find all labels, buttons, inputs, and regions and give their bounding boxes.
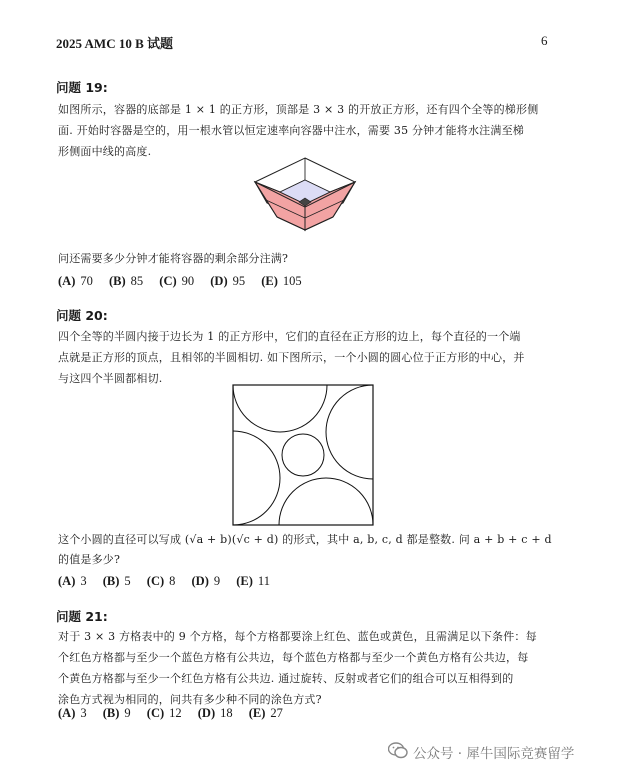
choice-a: (A) 70 — [58, 274, 93, 288]
choice-c: (C) 90 — [159, 274, 195, 288]
small-center-circle — [282, 434, 324, 476]
choice-b: (B) 85 — [108, 274, 144, 288]
problem-21-choices — [58, 706, 296, 721]
problem-19-title: 问题 19: — [56, 80, 108, 95]
semicircle-right — [326, 385, 374, 479]
choice-e: (E) 27 — [248, 706, 283, 720]
wechat-icon — [388, 742, 408, 759]
semicircle-left — [232, 431, 280, 525]
problem-19-line-1: 如图所示，容器的底部是 1 × 1 的正方形，顶部是 3 × 3 的开放正方形，还有四个全等的梯形侧 — [58, 103, 539, 116]
problem-21-line-2: 个红色方格都与至少一个蓝色方格有公共边，每个蓝色方格都与至少一个黄色方格有公共边，每 — [58, 651, 529, 664]
problem-19-line-2: 面. 开始时容器是空的，用一根水管以恒定速率向容器中注水，需要 35 分钟才能将水注满至梯 — [58, 124, 524, 137]
container-figure — [252, 156, 358, 232]
choice-b: (B) 9 — [102, 706, 131, 720]
choice-d: (D) 18 — [197, 706, 233, 720]
unit-square — [233, 385, 373, 525]
problem-20-choices — [58, 574, 283, 589]
problem-20-line-1: 四个全等的半圆内接于边长为 1 的正方形中，它们的直径在正方形的边上，每个直径的一个端 — [58, 330, 521, 343]
problem-20-question-line-1: 这个小圆的直径可以写成 (√a + b)(√c + d) 的形式，其中 a, b, c, d 都是整数. 问 a + b + c + d — [58, 533, 552, 546]
problem-19-choices — [58, 274, 315, 289]
problem-21-title: 问题 21: — [56, 609, 108, 624]
problem-20-line-3: 与这四个半圆都相切. — [58, 372, 163, 385]
problem-21-line-3: 个黄色方格都与至少一个红色方格有公共边. 通过旋转、反射或者它们的组合可以互相得到的 — [58, 672, 514, 685]
choice-b: (B) 5 — [102, 574, 131, 588]
choice-a: (A) 3 — [58, 706, 87, 720]
choice-c: (C) 8 — [146, 574, 176, 588]
problem-19-line-3: 形侧面中线的高度. — [58, 145, 152, 158]
choice-d: (D) 9 — [191, 574, 221, 588]
semicircle-bottom — [279, 478, 373, 526]
problem-21-line-4: 涂色方式视为相同的，问共有多少种不同的涂色方式? — [58, 693, 322, 706]
semicircle-top — [233, 384, 327, 432]
problem-20-title: 问题 20: — [56, 308, 108, 323]
page-number: 6 — [541, 33, 548, 48]
choice-d: (D) 95 — [210, 274, 246, 288]
choice-c: (C) 12 — [146, 706, 182, 720]
choice-e: (E) 105 — [261, 274, 302, 288]
problem-20-line-2: 点就是正方形的顶点，且相邻的半圆相切. 如下图所示，一个小圆的圆心位于正方形的中心，并 — [58, 351, 525, 364]
page-header-title: 2025 AMC 10 B 试题 — [56, 36, 174, 51]
choice-a: (A) 3 — [58, 574, 87, 588]
semicircles-figure — [232, 384, 374, 526]
problem-20-question-line-2: 的值是多少? — [58, 553, 121, 566]
watermark-text: 公众号 · 犀牛国际竞赛留学 — [413, 746, 575, 762]
problem-19-question: 问还需要多少分钟才能将容器的剩余部分注满? — [58, 252, 289, 265]
problem-21-line-1: 对于 3 × 3 方格表中的 9 个方格，每个方格都要涂上红色、蓝色或黄色，且需满足以下条件：每 — [58, 630, 537, 643]
choice-e: (E) 11 — [236, 574, 270, 588]
